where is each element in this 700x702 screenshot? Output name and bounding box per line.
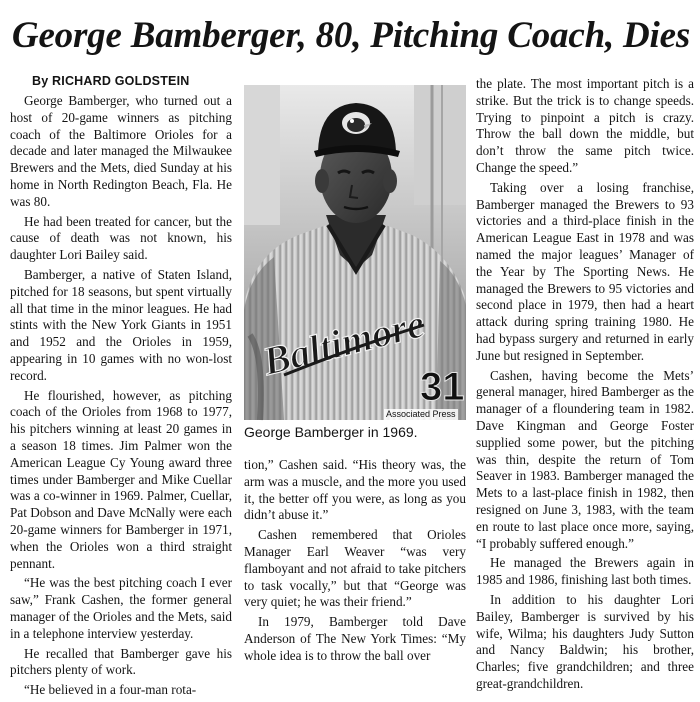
paragraph: “He believed in a four-man rota- <box>24 682 197 698</box>
photo <box>244 85 466 420</box>
paragraph: George Bamberger, who turned out a host of 20-game winners as pitching coach of the Baltimore Orioles for a decade and later managed the Milwaukee Brewers and the Mets, died Sunday at his home in North Redington Beach, Fla. He was 80. <box>10 93 232 209</box>
paragraph: “He was the best pitching coach I ever saw,” Frank Cashen, the former general manager of the Orioles and the Mets, said in a telephone interview yesterday. <box>10 575 232 641</box>
jersey-number: 31 <box>420 365 465 409</box>
photo-image <box>244 85 466 420</box>
paragraph: the plate. The most important pitch is a strike. But the trick is to change speeds. Trying to pinpoint a pitch is crazy. Throw the ball down the middle, but don’t throw the same pitch twice. Change the speed.” <box>476 76 694 175</box>
paragraph: Cashen, having become the Mets’ general manager, hired Bamberger as the manager of a floundering team in 1982. Dave Kingman and George Foster supplied some power, but the pitching was thin, despite the return of Tom Seaver in 1983. Bamberger managed the Mets to a last-place finish in 1982, then resigned on June 3, 1983, with the team en route to last place once more, saying, “I probably suffered enough.” <box>476 367 694 551</box>
paragraph: He had been treated for cancer, but the cause of death was not known, his daughter Lori Bailey said. <box>10 213 232 263</box>
paragraph: He recalled that Bamberger gave his pitchers plenty of work. <box>10 645 232 678</box>
paragraph: Taking over a losing franchise, Bamberger managed the Brewers to 93 victories and a third-place finish in the American League East in 1978 and was named the major leagues’ Manager of the Year by The Sporting News. He managed the Brewers to 95 victories and second place in 1979, then had a heart attack during spring training 1980. He had bypass surgery and returned in early June but resigned in September. <box>476 179 694 363</box>
column-3 <box>476 76 694 696</box>
column-2 <box>244 457 466 668</box>
photo-credit: Associated Press <box>386 409 456 419</box>
jersey-script: Baltimore <box>258 300 429 384</box>
column-1 <box>10 73 232 702</box>
paragraph: He flourished, however, as pitching coach of the Orioles from 1968 to 1977, his pitchers winning at least 20 games in a season 18 times. Jim Palmer won the American League Cy Young award three times under Bamberger and Mike Cuellar was a co-winner in 1969. Palmer, Cuellar, Pat Dobson and Dave McNally were each 20-game winners for Bamberger in 1971, when the Orioles won a third straight pennant. <box>10 387 232 571</box>
paragraph: In addition to his daughter Lori Bailey, Bamberger is survived by his wife, Wilma; his daughters Judy Sutton and Nancy Baldwin; his brother, Charles; five grandchildren; and three great-grandchildren. <box>476 591 694 691</box>
paragraph: Bamberger, a native of Staten Island, pitched for 18 seasons, but spent virtually all that time in the minor leagues. He had stints with the New York Giants in 1951 and 1952 and the Orioles in 1959, appearing in 10 games with no won-lost record. <box>10 266 232 383</box>
byline: By RICHARD GOLDSTEIN <box>32 74 190 88</box>
paragraph: Cashen remembered that Orioles Manager Earl Weaver “was very flamboyant and not afraid to take pitchers to task vocally,” but that “George was very quiet; he was their friend.” <box>244 527 466 610</box>
paragraph: He managed the Brewers again in 1985 and 1986, finishing last both times. <box>476 555 694 588</box>
photo-caption: George Bamberger in 1969. <box>244 424 418 440</box>
paragraph: In 1979, Bamberger told Dave Anderson of The New York Times: “My whole idea is to throw the ball over <box>244 614 466 663</box>
headline: George Bamberger, 80, Pitching Coach, Dies <box>11 15 691 56</box>
paragraph: tion,” Cashen said. “His theory was, the arm was a muscle, and the more you used it, the better off you were, as long as you didn’t abuse it.” <box>244 457 466 523</box>
